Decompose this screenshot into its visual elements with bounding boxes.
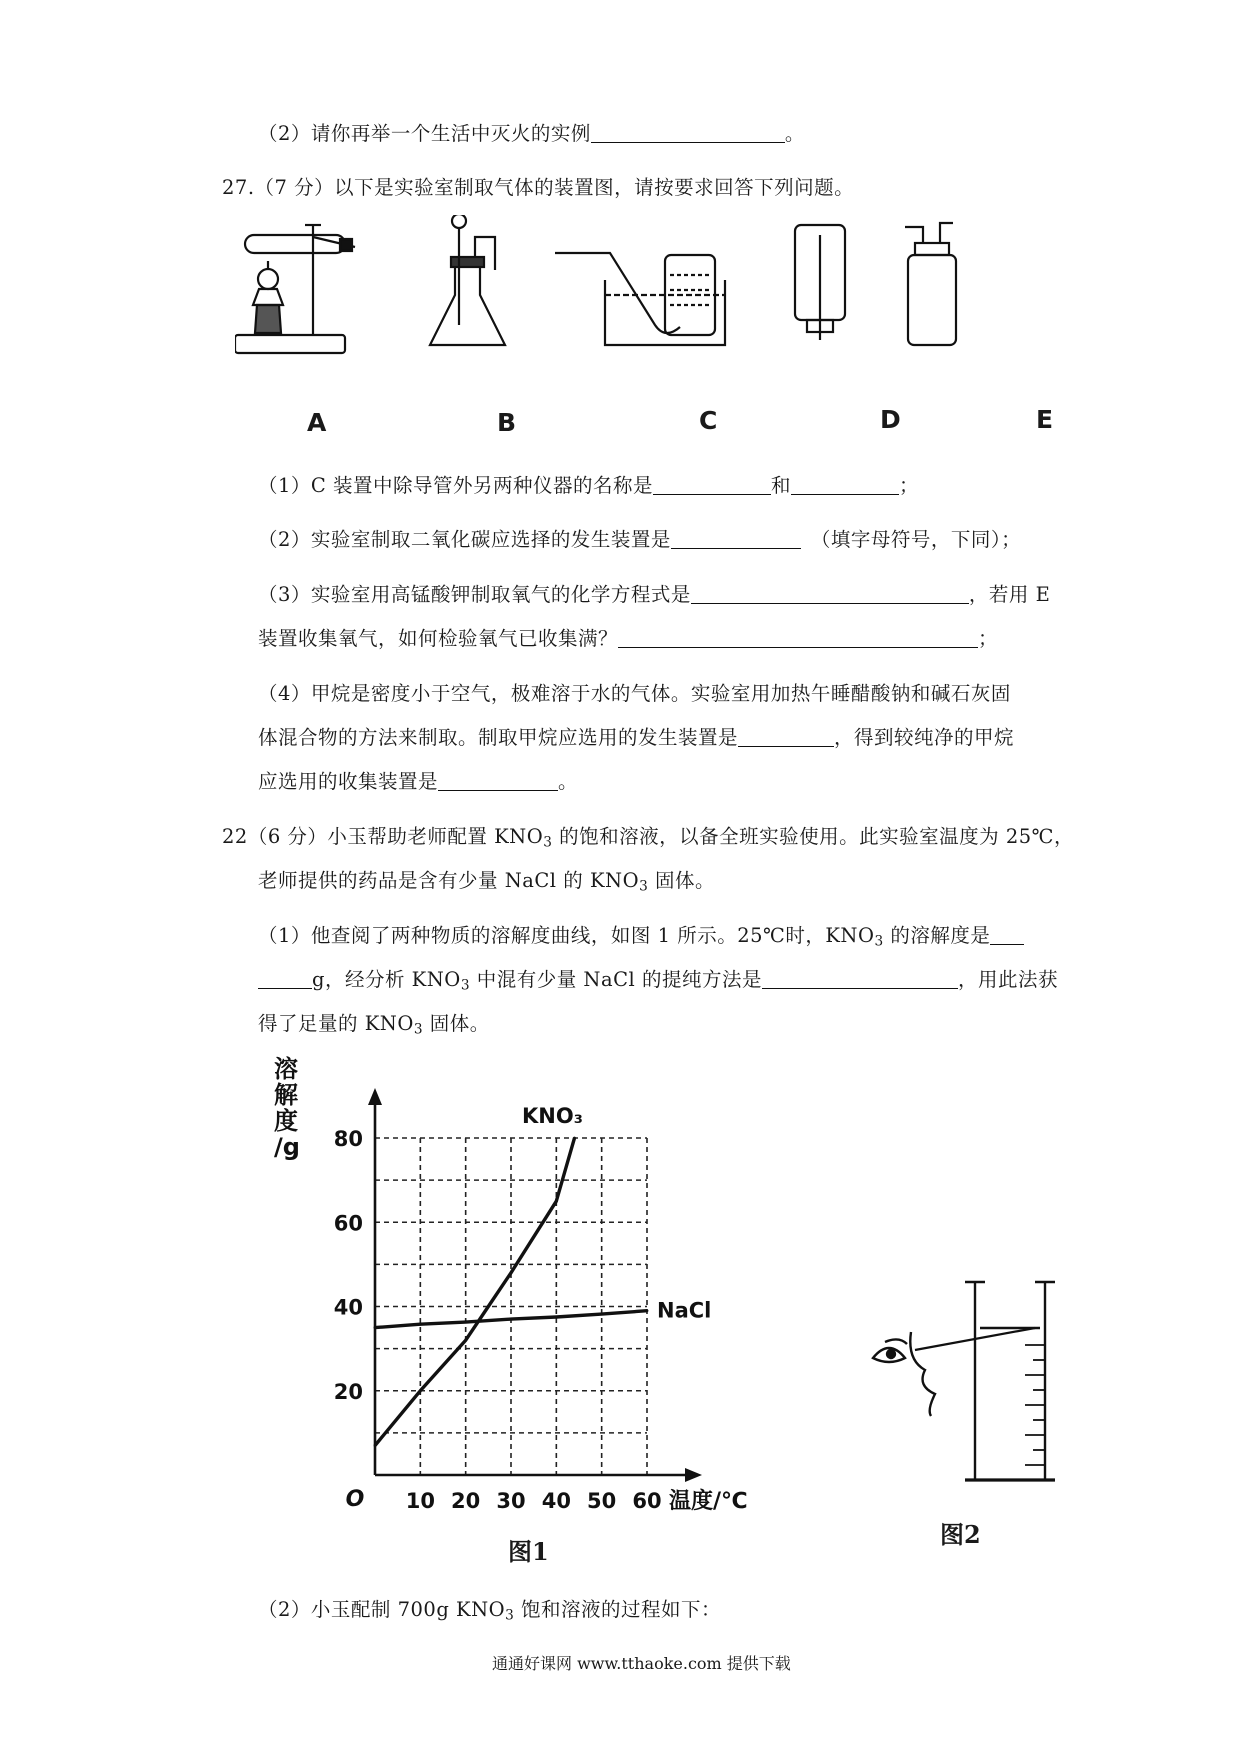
q22-header: 22（6 分）小玉帮助老师配置 $KNO_3$ 的饱和溶液，以备全班实验使用。此实验室温度为 25℃， — [222, 825, 1074, 851]
answer-blank[interactable] — [618, 647, 978, 648]
series-label: KNO₃ — [522, 1104, 583, 1128]
solubility-chart — [270, 1050, 790, 1520]
q22-part2: （2）小玉配制 700g $KNO_3$ 饱和溶液的过程如下： — [258, 1598, 722, 1624]
q27-part1: （1）C 装置中除导管外另两种仪器的名称是 和 ； — [258, 474, 920, 497]
data-point — [419, 1389, 422, 1392]
data-point — [464, 1321, 467, 1324]
q27-part3: （3）实验室用高锰酸钾制取氧气的化学方程式是 ，若用 E — [258, 583, 1051, 606]
x-tick-label: 10 — [405, 1489, 435, 1513]
y-tick-label: 60 — [333, 1211, 363, 1236]
figure2-caption: 图2 — [940, 1520, 981, 1549]
series-line-kno3 — [375, 1138, 575, 1446]
apparatus-label-c: C — [699, 406, 718, 435]
answer-blank[interactable] — [671, 548, 801, 549]
apparatus-label-a: A — [307, 408, 327, 437]
data-point — [555, 1316, 558, 1319]
apparatus-a-icon — [235, 225, 355, 353]
q22-part1-line2: g，经分析 $KNO_3$ 中混有少量 NaCl 的提纯方法是 ，用此法获 — [258, 964, 1058, 992]
q26-part2: （2）请你再举一个生活中灭火的实例 。 — [258, 122, 805, 145]
apparatus-d-icon — [795, 225, 845, 340]
answer-blank[interactable] — [990, 944, 1024, 945]
x-tick-label: 50 — [587, 1489, 617, 1513]
y-axis-arrow — [368, 1088, 382, 1105]
q27-part4-line3: 应选用的收集装置是 。 — [258, 770, 579, 793]
data-point — [600, 1313, 603, 1316]
y-axis-label-char: 溶 — [274, 1055, 298, 1083]
answer-blank[interactable] — [791, 494, 899, 495]
q22-header-line2: 老师提供的药品是含有少量 NaCl 的 $KNO_3$ 固体。 — [258, 869, 715, 895]
answer-blank[interactable] — [653, 494, 771, 495]
data-point — [555, 1200, 558, 1203]
apparatus-label-e: E — [1036, 405, 1054, 434]
eye-icon — [873, 1332, 935, 1416]
q27-part4: （4）甲烷是密度小于空气，极难溶于水的气体。实验室用加热午睡醋酸钠和碱石灰固 — [258, 682, 1011, 705]
data-point — [419, 1323, 422, 1326]
graduated-cylinder-figure — [855, 1270, 1075, 1500]
x-axis-arrow — [685, 1468, 702, 1482]
apparatus-label-d: D — [880, 405, 901, 434]
y-axis-label-char: /g — [274, 1133, 300, 1161]
data-point — [510, 1271, 513, 1274]
x-axis-label: 温度/℃ — [669, 1489, 748, 1514]
series-label: NaCl — [657, 1298, 712, 1323]
answer-blank[interactable] — [591, 142, 785, 143]
answer-blank[interactable] — [762, 988, 958, 989]
answer-blank[interactable] — [691, 603, 969, 604]
y-tick-label: 20 — [333, 1379, 363, 1404]
data-point — [374, 1444, 377, 1447]
footer-credit: 通通好课网 www.tthaoke.com 提供下载 — [492, 1654, 791, 1673]
data-point — [510, 1318, 513, 1321]
answer-blank[interactable] — [738, 746, 834, 747]
figure1-caption: 图1 — [508, 1537, 549, 1566]
y-tick-label: 40 — [333, 1295, 363, 1320]
q27-part4-line2: 体混合物的方法来制取。制取甲烷应选用的发生装置是 ，得到较纯净的甲烷 — [258, 726, 1015, 749]
q27-part3-line2: 装置收集氧气，如何检验氧气已收集满？ ； — [258, 627, 999, 650]
q27-header: 27.（7 分）以下是实验室制取气体的装置图，请按要求回答下列问题。 — [222, 176, 855, 199]
q22-part1: （1）他查阅了两种物质的溶解度曲线，如图 1 所示。25℃时，$KNO_3$ 的溶解度是 — [258, 920, 1024, 948]
q27-part2: （2）实验室制取二氧化碳应选择的发生装置是 （填字母符号，下同）； — [258, 528, 1022, 551]
data-point — [487, 1305, 490, 1308]
data-point — [374, 1326, 377, 1329]
q22-part1-line3: 得了足量的 $KNO_3$ 固体。 — [258, 1012, 490, 1038]
y-axis-label-char: 解 — [274, 1081, 298, 1109]
y-tick-label: 80 — [333, 1127, 363, 1151]
x-tick-label: 20 — [451, 1489, 481, 1513]
data-point — [573, 1137, 576, 1140]
x-tick-label: 40 — [541, 1489, 571, 1513]
data-point — [464, 1339, 467, 1342]
origin-label: O — [345, 1487, 365, 1512]
x-tick-label: 60 — [632, 1489, 662, 1513]
x-tick-label: 30 — [496, 1489, 526, 1513]
apparatus-label-b: B — [497, 408, 517, 437]
apparatus-c-icon — [555, 253, 725, 345]
answer-blank[interactable] — [438, 790, 558, 791]
data-point — [646, 1309, 649, 1312]
apparatus-b-icon — [430, 215, 505, 345]
y-axis-label-char: 度 — [274, 1107, 298, 1135]
apparatus-figure — [235, 215, 1095, 405]
apparatus-e-icon — [905, 223, 956, 345]
answer-blank[interactable] — [258, 988, 312, 989]
